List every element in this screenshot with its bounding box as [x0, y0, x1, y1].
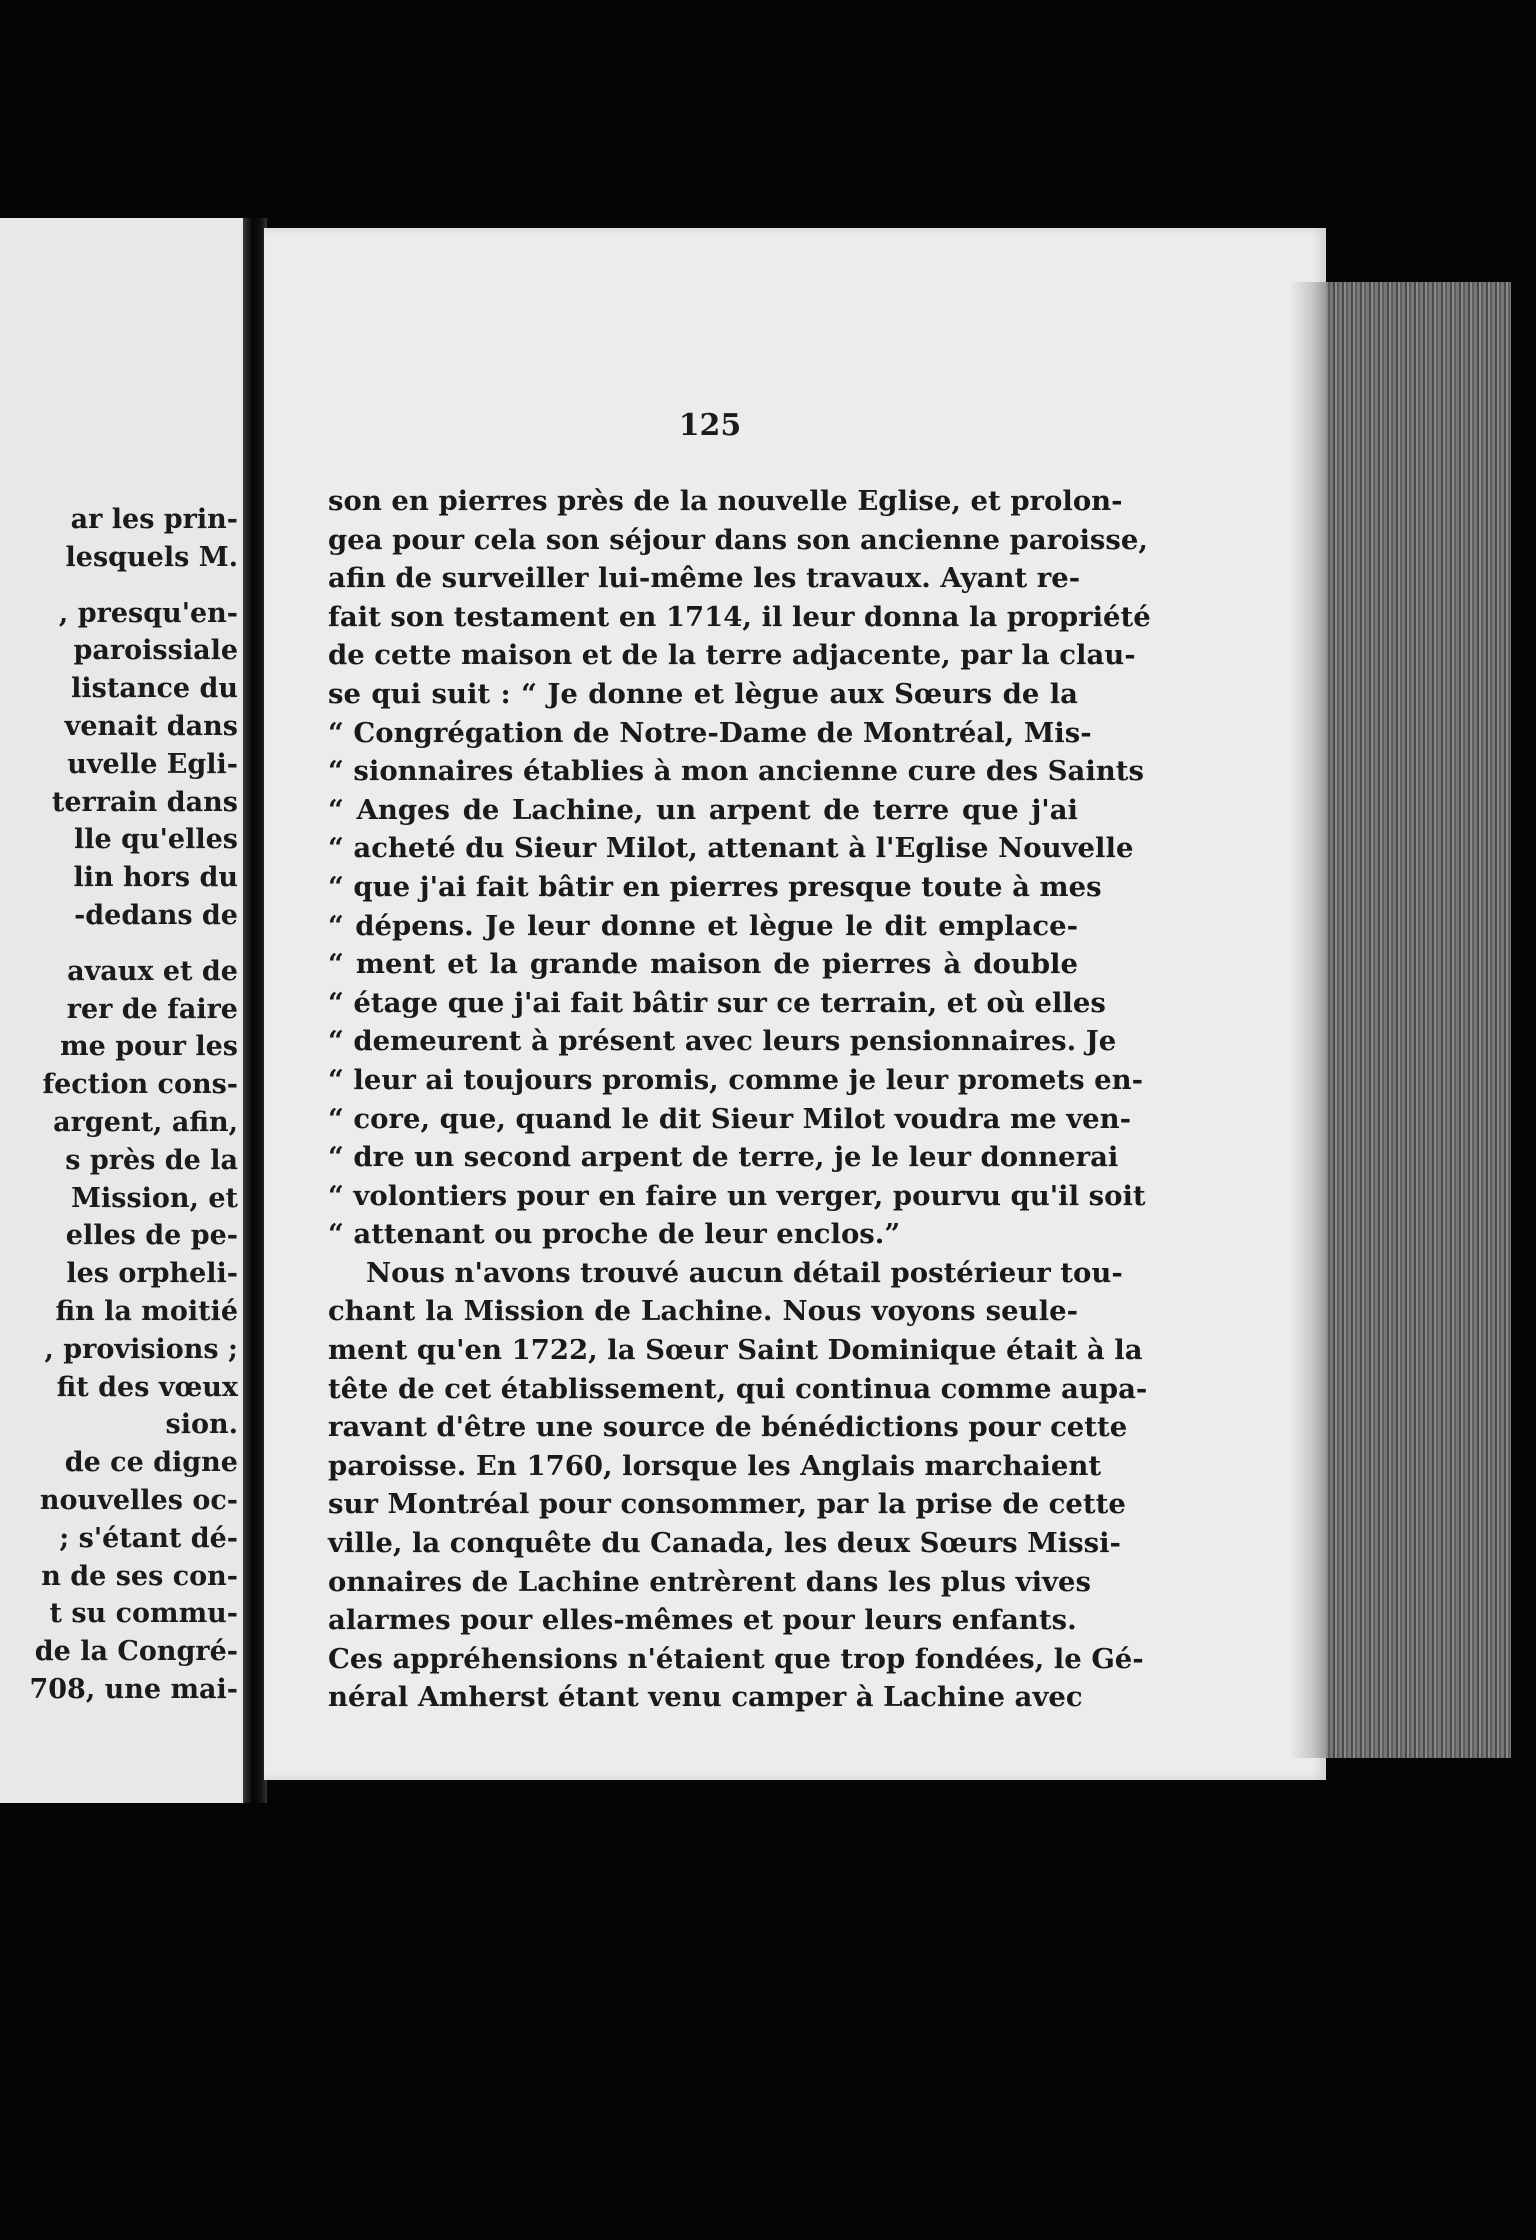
left-page-line: terrain dans [51, 786, 238, 818]
text-line: fait son testament en 1714, il leur donna la propriété [328, 600, 1151, 633]
text-line: “ ment et la grande maison de pierres à double [328, 948, 1078, 981]
left-page-gap [0, 935, 238, 953]
left-page-line: , presqu'en- [58, 597, 238, 629]
text-line: de cette maison et de la terre adjacente, par la clau- [328, 639, 1136, 672]
text-line: Ces appréhensions n'étaient que trop fondées, le Gé- [328, 1642, 1144, 1675]
text-line: “ leur ai toujours promis, comme je leur promets en- [328, 1063, 1144, 1096]
text-line: “ volontiers pour en faire un verger, pourvu qu'il soit [328, 1179, 1146, 1212]
left-page-line: t su commu- [49, 1598, 238, 1630]
left-page-line: lesquels M. [65, 541, 238, 573]
text-line: “ Congrégation de Notre-Dame de Montréal, Mis- [328, 716, 1092, 749]
left-page-line: de ce digne [64, 1447, 238, 1479]
left-page-line: nouvelles oc- [39, 1484, 238, 1516]
text-line: ravant d'être une source de bénédictions pour cette [328, 1411, 1128, 1444]
text-line: ville, la conquête du Canada, les deux Sœurs Missi- [328, 1527, 1121, 1560]
left-page-line: avaux et de [67, 955, 238, 987]
left-page-line: fection cons- [42, 1069, 238, 1101]
text-line: Nous n'avons trouvé aucun détail postérieur tou- [366, 1256, 1123, 1289]
text-line: “ étage que j'ai fait bâtir sur ce terrain, et où elles [328, 986, 1106, 1019]
left-page-gap [0, 577, 238, 595]
left-page-line: n de ses con- [41, 1560, 238, 1592]
left-page-line: ; s'étant dé- [59, 1522, 238, 1554]
left-page-line: me pour les [60, 1031, 238, 1063]
left-page-line: -dedans de [74, 899, 238, 931]
text-line: alarmes pour elles-mêmes et pour leurs enfants. [328, 1604, 1077, 1637]
text-line: “ Anges de Lachine, un arpent de terre que j'ai [328, 793, 1078, 826]
left-page-line: argent, afin, [53, 1106, 238, 1138]
text-line: paroisse. En 1760, lorsque les Anglais marchaient [328, 1449, 1102, 1482]
left-page-line: fit des vœux [56, 1371, 238, 1403]
left-page-line: de la Congré- [34, 1636, 238, 1668]
left-page-line: paroissiale [73, 635, 238, 667]
left-page-line: sion. [165, 1409, 238, 1441]
text-line: “ que j'ai fait bâtir en pierres presque toute à mes [328, 870, 1102, 903]
text-line: se qui suit : “ Je donne et lègue aux Sœurs de la [328, 677, 1078, 710]
text-line: “ dre un second arpent de terre, je le leur donnerai [328, 1141, 1119, 1174]
left-page-line: 708, une mai- [29, 1673, 238, 1705]
left-page-line: elles de pe- [65, 1220, 238, 1252]
left-page-line: Mission, et [71, 1182, 238, 1214]
left-page-line: venait dans [64, 710, 238, 742]
left-page-line: fin la moitié [55, 1295, 238, 1327]
left-page-line: uvelle Egli- [67, 748, 238, 780]
text-line: “ sionnaires établies à mon ancienne cure des Saints [328, 755, 1144, 788]
left-page-line: lle qu'elles [74, 824, 238, 856]
left-page-line: s près de la [65, 1144, 238, 1176]
left-page-line: rer de faire [66, 993, 238, 1025]
text-line: “ core, que, quand le dit Sieur Milot voudra me ven- [328, 1102, 1132, 1135]
body-text [328, 482, 1151, 1717]
left-page-text [0, 501, 238, 1709]
left-page-line: ar les prin- [70, 504, 238, 535]
text-line: néral Amherst étant venu camper à Lachine avec [328, 1681, 1083, 1714]
text-line: son en pierres près de la nouvelle Eglise, et prolon- [328, 485, 1123, 517]
left-page-line: les orpheli- [66, 1258, 238, 1290]
text-line: onnaires de Lachine entrèrent dans les plus vives [328, 1565, 1091, 1598]
text-line: gea pour cela son séjour dans son ancienne paroisse, [328, 523, 1148, 556]
text-line: ment qu'en 1722, la Sœur Saint Dominique était à la [328, 1334, 1143, 1367]
left-page-line: , provisions ; [44, 1333, 238, 1365]
left-page-line: lin hors du [73, 862, 238, 894]
text-line: “ attenant ou proche de leur enclos.” [328, 1218, 901, 1251]
text-line: sur Montréal pour consommer, par la prise de cette [328, 1488, 1126, 1521]
text-line: tête de cet établissement, qui continua comme aupa- [328, 1372, 1148, 1405]
page-number: 125 [678, 408, 742, 443]
text-line: afin de surveiller lui-même les travaux. Ayant re- [328, 562, 1081, 595]
text-line: “ demeurent à présent avec leurs pensionnaires. Je [328, 1025, 1117, 1058]
text-line: “ acheté du Sieur Milot, attenant à l'Eglise Nouvelle [328, 832, 1134, 865]
left-page [0, 218, 243, 1803]
left-page-line: listance du [71, 673, 238, 705]
text-line: “ dépens. Je leur donne et lègue le dit emplace- [328, 909, 1078, 942]
page-edges [1326, 282, 1511, 1758]
text-line: chant la Mission de Lachine. Nous voyons seule- [328, 1295, 1078, 1328]
